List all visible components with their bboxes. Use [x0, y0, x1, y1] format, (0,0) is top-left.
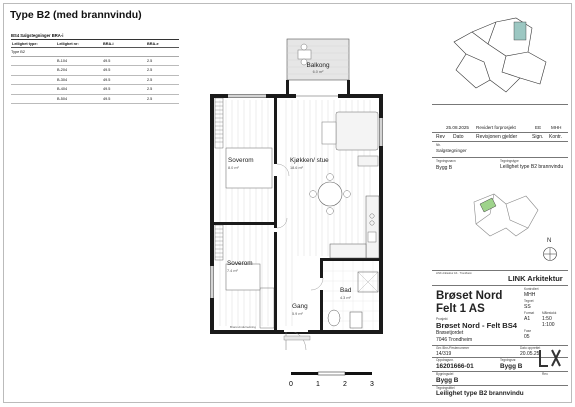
room-soverom2-name: Soverom: [227, 260, 253, 267]
kontroll-label: Kontrollert: [524, 287, 539, 291]
header-number: Leilighet nr:: [57, 41, 79, 46]
area-table-group: Type B2: [11, 48, 179, 57]
table-cell: 49.5: [103, 87, 111, 92]
area-table-body: [11, 57, 179, 105]
scale-label-2: 2: [343, 381, 347, 388]
link-logo-icon: [536, 346, 564, 370]
address-1: Brøsetjordet: [436, 330, 464, 336]
area-table: [11, 33, 179, 104]
project-name: Brøset Nord Felt 1 AS: [436, 290, 503, 315]
table-cell: 49.5: [103, 77, 111, 82]
gnr-label: Gnr./Bnr./Festenummer: [436, 346, 470, 350]
table-cell: 49.5: [103, 58, 111, 63]
building-diagram: [466, 184, 542, 250]
format-label: Format: [524, 311, 535, 315]
tegningsnr-label: Tegningsnr.: [500, 358, 517, 362]
room-kjokken-area: 18.6 m²: [290, 166, 303, 170]
table-row: [11, 57, 179, 67]
room-balkong-area: 6.0 m²: [312, 70, 324, 74]
fire-window-note: Brannvindu/redning: [230, 325, 257, 329]
room-gang-name: Gang: [292, 303, 308, 310]
header-bra-e: BRA-e: [147, 41, 159, 46]
room-bad-area: 4.3 m²: [340, 296, 351, 300]
project-subtitle: Brøset Nord - Felt BS4: [436, 321, 518, 330]
revision-checked: MHH: [551, 125, 562, 130]
dining-table: [318, 182, 342, 206]
address-2: 7046 Trondheim: [436, 337, 473, 343]
tegning-label: Tegningstittel: [436, 386, 455, 390]
table-cell: B-304: [57, 77, 68, 82]
format-value: A1: [524, 316, 531, 322]
scale-label-3: 3: [370, 381, 374, 388]
area-table-caption: BS4 Salgstegninger BRA-i: [11, 33, 179, 40]
project-label: Prosjekt: [436, 317, 448, 321]
dato-label: Dato opprettet: [520, 346, 541, 350]
table-cell: 2.5: [147, 58, 153, 63]
tegnet-label: Tegnet: [524, 299, 534, 303]
fase-value: 05: [524, 334, 530, 340]
tegningsnr-value: Bygg B: [500, 363, 523, 370]
table-cell: 2.5: [147, 96, 153, 101]
drawing-type-value: Leilighet type B2 brannvindu: [500, 164, 564, 170]
table-cell: B-404: [57, 87, 68, 92]
table-cell: B-104: [57, 58, 68, 63]
room-soverom1-name: Soverom: [228, 157, 254, 164]
page-title: Type B2 (med brannvindu): [10, 9, 142, 21]
rev-header-date: Dato: [453, 134, 464, 140]
drawing-name-label: Tegningsnavn: [436, 159, 456, 163]
bygning-label: Bygningsdel: [436, 372, 454, 376]
kontroll-value: MHH: [524, 292, 536, 298]
balcony-table: [298, 50, 311, 59]
rev-header-sign: Sign.: [532, 134, 544, 140]
header-type: Leilighet type:: [12, 41, 38, 46]
status-value: Salgstegninger: [436, 148, 467, 153]
revision-by: EE: [535, 125, 542, 130]
north-arrow-icon: [542, 246, 558, 262]
oppdrag-label: Oppdragsnr.: [436, 358, 454, 362]
table-cell: 2.5: [147, 68, 153, 73]
header-bra-i: BRA-i: [103, 41, 114, 46]
table-cell: 2.5: [147, 87, 153, 92]
rev-label: Rev.: [542, 372, 549, 376]
rev-header-rev: Rev: [436, 134, 445, 140]
kitchen-counter: [366, 196, 379, 258]
scale-value: 1:50: [542, 316, 552, 322]
room-bad-name: Bad: [340, 287, 352, 294]
status-label: Nb.: [436, 143, 441, 147]
scale-label-1: 1: [316, 381, 320, 388]
table-row: [11, 95, 179, 105]
north-arrow-label: N: [547, 238, 552, 244]
table-row: [11, 85, 179, 95]
sofa: [336, 112, 378, 150]
key-plan-highlight: [514, 22, 526, 40]
key-plan: [436, 12, 564, 100]
table-cell: 49.5: [103, 68, 111, 73]
company-address: LINK Arkitektur AS · Trondheim: [436, 272, 472, 275]
room-kjokken-name: Kjøkken/ stue: [290, 157, 329, 164]
room-balkong-name: Balkong: [306, 62, 330, 69]
scale-bar: [288, 370, 378, 390]
tegning-value: Leilighet type B2 brannvindu: [436, 390, 524, 397]
revision-date: 25.08.2025: [446, 125, 469, 130]
gnr-value: 14/319: [436, 351, 452, 357]
table-cell: 49.5: [103, 96, 111, 101]
bygning-value: Bygg B: [436, 377, 459, 384]
scale-label: Målestokk: [542, 311, 557, 315]
oppdrag-value: 16201666-01: [436, 363, 474, 370]
table-row: [11, 76, 179, 86]
revision-text: Revidert forprosjekt: [476, 125, 516, 130]
table-cell: 2.5: [147, 77, 153, 82]
room-soverom2-area: 7.4 m²: [227, 269, 238, 273]
fase-label: Fase: [524, 329, 532, 333]
table-cell: B-204: [57, 68, 68, 73]
room-soverom1-area: 8.0 m²: [228, 166, 239, 170]
tegnet-value: SS: [524, 304, 531, 310]
company-name: LINK Arkitektur: [508, 274, 563, 283]
title-block: [432, 8, 568, 399]
bed-2: [226, 264, 260, 290]
area-table-header: [11, 40, 179, 48]
table-row: [11, 66, 179, 76]
drawing-name-value: Bygg B: [436, 165, 453, 171]
floor-plan: [190, 36, 420, 376]
table-cell: B-504: [57, 96, 68, 101]
scale-label-0: 0: [289, 381, 293, 388]
room-gang-area: 5.9 m²: [292, 312, 303, 316]
dato-value: 20.05.25: [520, 351, 540, 357]
rev-header-text: Revisjonen gjelder: [476, 134, 518, 140]
scale-value-2: 1:100: [542, 322, 555, 328]
building-highlight: [480, 198, 496, 212]
drawing-type-label: Tegningstype: [500, 159, 519, 163]
rev-header-kontr: Kontr.: [549, 134, 563, 140]
